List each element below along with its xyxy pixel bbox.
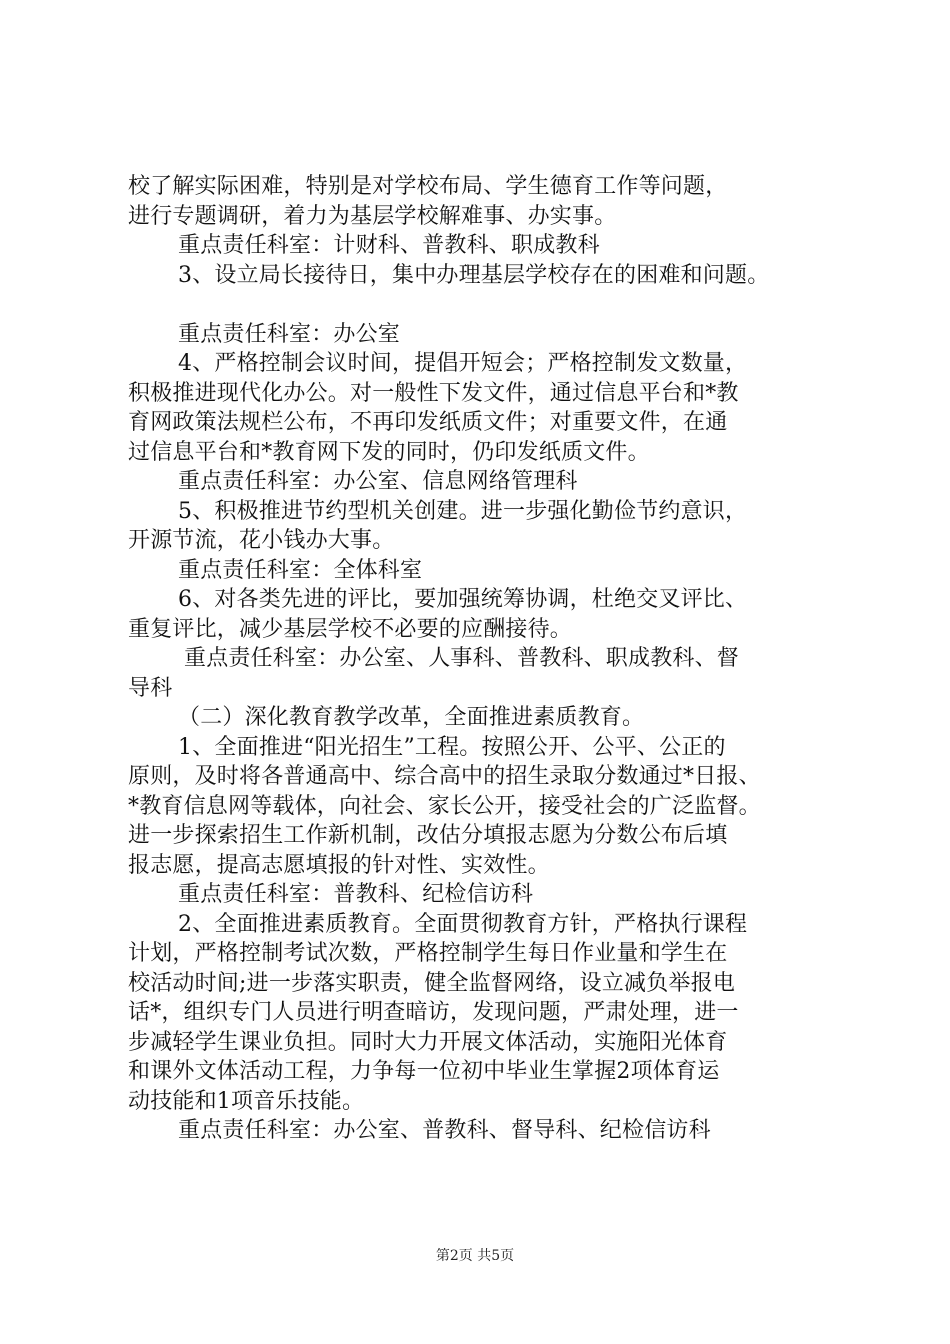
paragraph-line: 校了解实际困难，特别是对学校布局、学生德育工作等问题，	[128, 174, 728, 199]
responsible-office-line: 重点责任科室：办公室、信息网络管理科	[178, 469, 578, 494]
paragraph-line: 原则，及时将各普通高中、综合高中的招生录取分数通过*日报、	[128, 764, 761, 789]
paragraph-line: 计划，严格控制考试次数，严格控制学生每日作业量和学生在	[128, 941, 728, 966]
paragraph-line: 1、全面推进“阳光招生”工程。按照公开、公平、公正的	[178, 734, 726, 760]
responsible-office-line: 重点责任科室：办公室、普教科、督导科、纪检信访科	[178, 1118, 711, 1143]
paragraph-line: *教育信息网等载体，向社会、家长公开，接受社会的广泛监督。	[128, 793, 761, 819]
paragraph-line: 报志愿，提高志愿填报的针对性、实效性。	[128, 852, 550, 878]
paragraph-line: 4、严格控制会议时间，提倡开短会；严格控制发文数量，	[178, 351, 748, 376]
responsible-office-line: 重点责任科室：办公室、人事科、普教科、职成教科、督	[184, 646, 740, 671]
responsible-office-line: 重点责任科室：办公室	[178, 321, 401, 347]
page-number-footer: 第2页 共5页	[435, 1248, 515, 1264]
paragraph-line: 3、设立局长接待日，集中办理基层学校存在的困难和问题。	[178, 262, 770, 288]
blank-line	[128, 290, 848, 320]
paragraph-line: 2、全面推进素质教育。全面贯彻教育方针，严格执行课程	[178, 911, 748, 937]
responsible-office-line: 重点责任科室：普教科、纪检信访科	[178, 882, 534, 907]
paragraph-line: 校活动时间;进一步落实职责，健全监督网络，设立减负举报电	[128, 970, 736, 996]
paragraph-line: 过信息平台和*教育网下发的同时，仍印发纸质文件。	[128, 439, 650, 465]
paragraph-line: 和课外文体活动工程，力争每一位初中毕业生掌握2项体育运	[128, 1059, 720, 1084]
document-body	[128, 172, 848, 1146]
paragraph-line: 5、积极推进节约型机关创建。进一步强化勤俭节约意识，	[178, 498, 748, 524]
section-heading: （二）深化教育教学改革，全面推进素质教育。	[178, 705, 645, 730]
responsible-office-line: 重点责任科室：计财科、普教科、职成教科	[178, 233, 600, 258]
paragraph-line: 开源节流，花小钱办大事。	[128, 528, 395, 553]
paragraph-line: 进一步探索招生工作新机制，改估分填报志愿为分数公布后填	[128, 823, 728, 848]
responsible-office-line: 重点责任科室：全体科室	[178, 557, 423, 583]
paragraph-line: 步减轻学生课业负担。同时大力开展文体活动，实施阳光体育	[128, 1029, 728, 1055]
paragraph-line: 动技能和1项音乐技能。	[128, 1088, 365, 1114]
paragraph-line: 育网政策法规栏公布，不再印发纸质文件；对重要文件，在通	[128, 410, 728, 435]
paragraph-line: 进行专题调研，着力为基层学校解难事、办实事。	[128, 203, 617, 229]
paragraph-line: 6、对各类先进的评比，要加强统筹协调，杜绝交叉评比、	[178, 587, 748, 612]
paragraph-line: 积极推进现代化办公。对一般性下发文件，通过信息平台和*教	[128, 380, 739, 406]
paragraph-line: 话*，组织专门人员进行明查暗访，发现问题，严肃处理，进一	[128, 1000, 739, 1025]
paragraph-line: 导科	[128, 675, 173, 701]
paragraph-line: 重复评比，减少基层学校不必要的应酬接待。	[128, 616, 573, 642]
